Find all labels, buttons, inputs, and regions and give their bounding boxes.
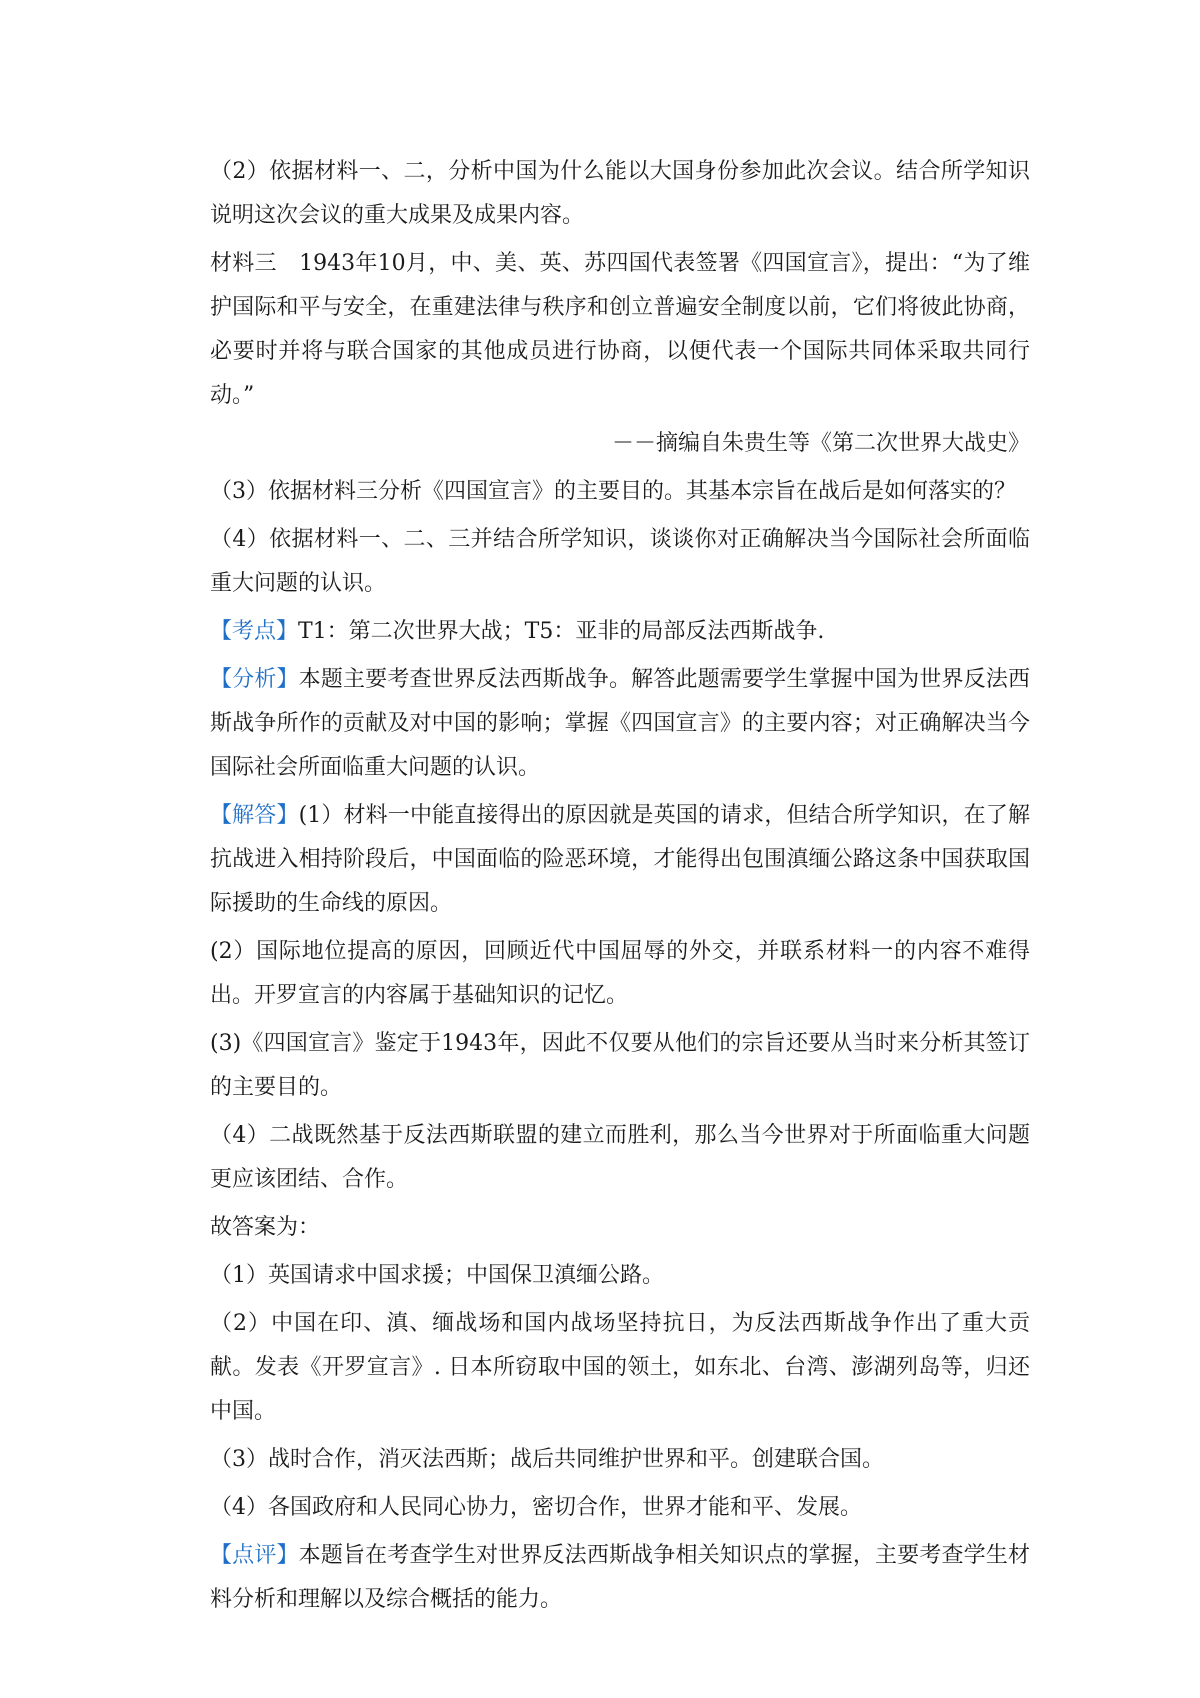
answer-1: （1）英国请求中国求援；中国保卫滇缅公路。 xyxy=(210,1263,664,1288)
dianping-section xyxy=(210,1534,1030,1622)
dianping-text: 本题旨在考查学生对世界反法西斯战争相关知识点的掌握，主要考查学生材料分析和理解以及综合概括的能力。 xyxy=(210,1543,1030,1612)
fenxi-section xyxy=(210,658,1030,790)
jieda-paragraph-2: (2）国际地位提高的原因，回顾近代中国屈辱的外交，并联系材料一的内容不难得出。开罗宣言的内容属于基础知识的记忆。 xyxy=(210,939,1030,1008)
document-page xyxy=(210,150,1030,1622)
kaodian-tag: 【考点】 xyxy=(210,619,299,644)
fenxi-tag: 【分析】 xyxy=(210,667,299,692)
dianping-tag: 【点评】 xyxy=(210,1543,299,1568)
kaodian-text: T1：第二次世界大战；T5：亚非的局部反法西斯战争. xyxy=(298,619,825,644)
material-3-source: －－摘编自朱贵生等《第二次世界大战史》 xyxy=(611,431,1030,456)
answer-3: （3）战时合作，消灭法西斯；战后共同维护世界和平。创建联合国。 xyxy=(210,1447,884,1472)
material-3: 材料三 1943年10月，中、美、英、苏四国代表签署《四国宣言》，提出：“为了维护国际和平与安全，在重建法律与秩序和创立普遍安全制度以前，它们将彼此协商，必要时并将与联合国家的其他成员进行协商，以便代表一个国际共同体采取共同行动。” xyxy=(210,251,1030,408)
jieda-section xyxy=(210,794,1030,926)
fenxi-text: 本题主要考查世界反法西斯战争。解答此题需要学生掌握中国为世界反法西斯战争所作的贡献及对中国的影响；掌握《四国宣言》的主要内容；对正确解决当今国际社会所面临重大问题的认识。 xyxy=(210,667,1030,780)
answer-intro: 故答案为： xyxy=(210,1215,321,1240)
answer-2: （2）中国在印、滇、缅战场和国内战场坚持抗日，为反法西斯战争作出了重大贡献。发表《开罗宣言》. 日本所窃取中国的领土，如东北、台湾、澎湖列岛等，归还中国。 xyxy=(210,1311,1030,1424)
answer-4: （4）各国政府和人民同心协力，密切合作，世界才能和平、发展。 xyxy=(210,1495,862,1520)
jieda-tag: 【解答】 xyxy=(210,803,299,828)
question-2: （2）依据材料一、二，分析中国为什么能以大国身份参加此次会议。结合所学知识说明这次会议的重大成果及成果内容。 xyxy=(210,159,1030,228)
jieda-paragraph-3: (3)《四国宣言》鉴定于1943年，因此不仅要从他们的宗旨还要从当时来分析其签订的主要目的。 xyxy=(210,1031,1030,1100)
jieda-paragraph-1: (1）材料一中能直接得出的原因就是英国的请求，但结合所学知识，在了解抗战进入相持阶段后，中国面临的险恶环境，才能得出包围滇缅公路这条中国获取国际援助的生命线的原因。 xyxy=(210,803,1030,916)
question-3: （3）依据材料三分析《四国宣言》的主要目的。其基本宗旨在战后是如何落实的？ xyxy=(210,479,1016,504)
jieda-paragraph-4: （4）二战既然基于反法西斯联盟的建立而胜利，那么当今世界对于所面临重大问题更应该团结、合作。 xyxy=(210,1123,1030,1192)
kaodian-section xyxy=(210,610,1030,654)
question-4: （4）依据材料一、二、三并结合所学知识，谈谈你对正确解决当今国际社会所面临重大问题的认识。 xyxy=(210,527,1030,596)
